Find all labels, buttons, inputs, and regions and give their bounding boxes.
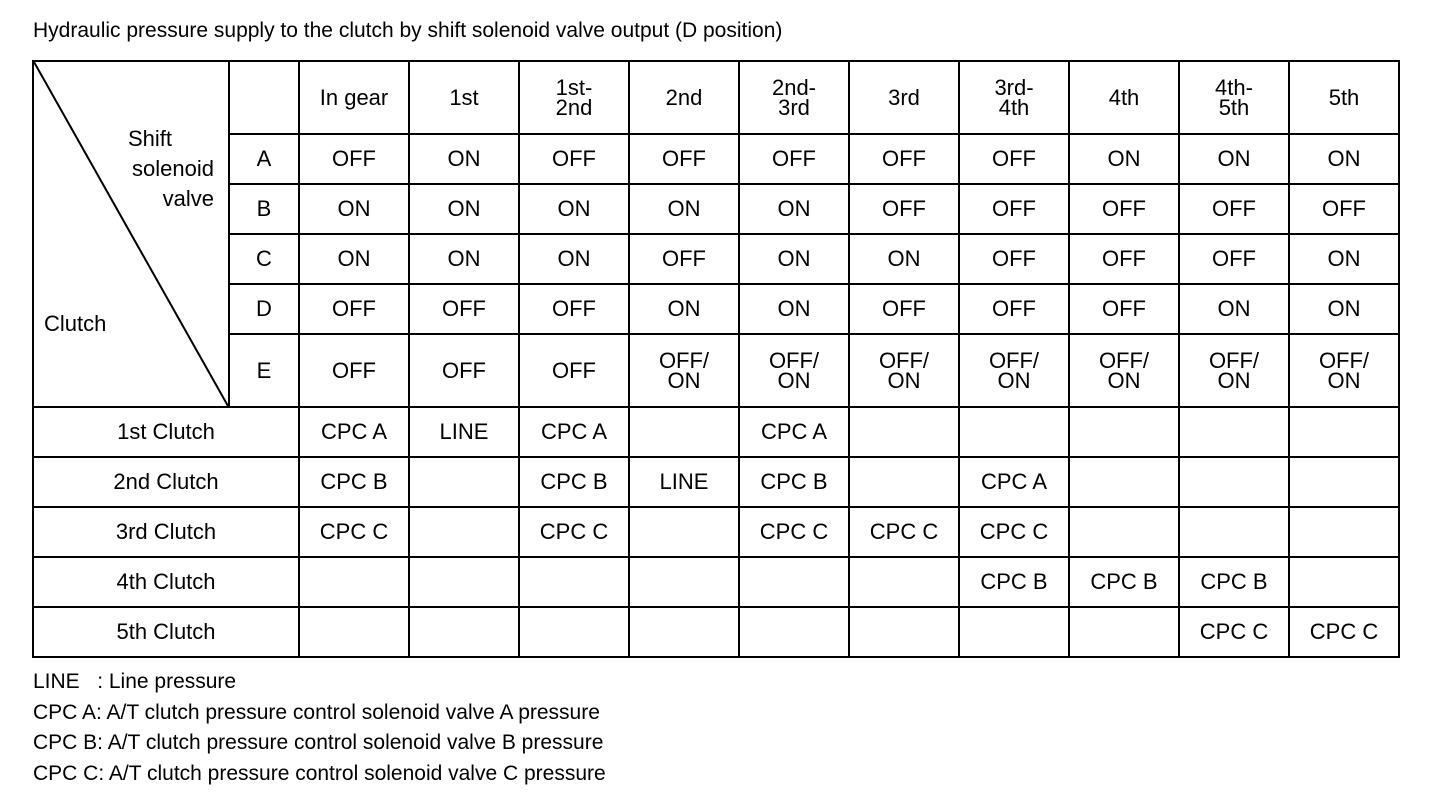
solenoid-state-cell: OFF bbox=[849, 134, 959, 184]
solenoid-valve-label: A bbox=[229, 134, 299, 184]
clutch-pressure-cell bbox=[1069, 507, 1179, 557]
clutch-label: 2nd Clutch bbox=[33, 457, 299, 507]
clutch-pressure-cell bbox=[1289, 557, 1399, 607]
solenoid-state-cell: OFF bbox=[299, 134, 409, 184]
solenoid-state-cell: OFF bbox=[519, 134, 629, 184]
clutch-pressure-cell: CPC C bbox=[1179, 607, 1289, 657]
solenoid-state-cell: OFF bbox=[1179, 184, 1289, 234]
solenoid-valve-label: E bbox=[229, 334, 299, 407]
solenoid-state-cell: ON bbox=[409, 134, 519, 184]
solenoid-state-cell bbox=[1069, 334, 1179, 407]
shift-column-header bbox=[629, 61, 739, 134]
clutch-pressure-cell: CPC B bbox=[959, 557, 1069, 607]
cell-line: 4th bbox=[998, 94, 1030, 120]
clutch-row bbox=[33, 407, 1399, 457]
clutch-pressure-cell: CPC C bbox=[1289, 607, 1399, 657]
shift-column-header bbox=[1289, 61, 1399, 134]
solenoid-state-text: OFF/ ON bbox=[658, 347, 710, 393]
clutch-pressure-cell: CPC C bbox=[849, 507, 959, 557]
solenoid-state-cell: ON bbox=[1289, 134, 1399, 184]
solenoid-row bbox=[33, 134, 1399, 184]
shift-solenoid-valve-line: Shift bbox=[127, 126, 172, 151]
legend bbox=[33, 667, 606, 789]
solenoid-state-cell bbox=[739, 334, 849, 407]
cell-line: 4th bbox=[1108, 84, 1140, 110]
solenoid-state-cell bbox=[1179, 334, 1289, 407]
header-row bbox=[33, 61, 1399, 134]
solenoid-state-text: OFF/ ON bbox=[1208, 347, 1260, 393]
clutch-row bbox=[33, 507, 1399, 557]
solenoid-state-cell: OFF bbox=[409, 284, 519, 334]
clutch-pressure-cell: CPC C bbox=[299, 507, 409, 557]
clutch-pressure-cell bbox=[1179, 407, 1289, 457]
page-title: Hydraulic pressure supply to the clutch by shift solenoid valve output (D position) bbox=[33, 19, 783, 42]
solenoid-state-cell: ON bbox=[1069, 134, 1179, 184]
cell-line: 4th- bbox=[1215, 74, 1253, 100]
solenoid-state-cell: ON bbox=[739, 184, 849, 234]
solenoid-valve-label: B bbox=[229, 184, 299, 234]
clutch-pressure-cell bbox=[299, 557, 409, 607]
clutch-label: 4th Clutch bbox=[33, 557, 299, 607]
solenoid-state-text: OFF/ ON bbox=[1318, 347, 1370, 393]
solenoid-valve-label: C bbox=[229, 234, 299, 284]
clutch-pressure-cell bbox=[739, 557, 849, 607]
clutch-pressure-cell: LINE bbox=[409, 407, 519, 457]
solenoid-state-cell: OFF bbox=[959, 284, 1069, 334]
shift-column-header bbox=[1069, 61, 1179, 134]
clutch-pressure-cell: CPC A bbox=[959, 457, 1069, 507]
solenoid-state-cell: OFF bbox=[959, 184, 1069, 234]
shift-column-header bbox=[1179, 61, 1289, 134]
clutch-pressure-cell: CPC B bbox=[1179, 557, 1289, 607]
clutch-pressure-cell: CPC C bbox=[739, 507, 849, 557]
clutch-pressure-cell: CPC B bbox=[299, 457, 409, 507]
clutch-pressure-cell bbox=[1069, 457, 1179, 507]
solenoid-state-cell: OFF bbox=[299, 284, 409, 334]
clutch-pressure-cell bbox=[959, 607, 1069, 657]
clutch-pressure-cell bbox=[849, 457, 959, 507]
solenoid-valve-label: D bbox=[229, 284, 299, 334]
solenoid-state-cell: ON bbox=[519, 234, 629, 284]
solenoid-state-cell: OFF bbox=[739, 134, 849, 184]
clutch-pressure-cell bbox=[519, 557, 629, 607]
solenoid-state-text: OFF/ ON bbox=[1098, 347, 1150, 393]
clutch-pressure-cell bbox=[629, 607, 739, 657]
solenoid-state-cell: OFF bbox=[629, 134, 739, 184]
cell-line: 5th bbox=[1328, 84, 1360, 110]
clutch-label: 1st Clutch bbox=[33, 407, 299, 457]
solenoid-state-cell bbox=[1289, 334, 1399, 407]
legend-cpc-a: CPC A: A/T clutch pressure control solenoid valve A pressure bbox=[33, 700, 600, 724]
solenoid-state-cell: OFF bbox=[519, 334, 629, 407]
clutch-pressure-cell bbox=[959, 407, 1069, 457]
solenoid-state-text: OFF/ ON bbox=[768, 347, 820, 393]
cell-line: 1st- bbox=[555, 74, 593, 100]
solenoid-state-cell bbox=[629, 334, 739, 407]
solenoid-state-cell: ON bbox=[1179, 134, 1289, 184]
clutch-pressure-cell bbox=[409, 557, 519, 607]
clutch-pressure-cell: LINE bbox=[629, 457, 739, 507]
diagonal-divider bbox=[34, 62, 228, 406]
clutch-pressure-cell bbox=[1069, 607, 1179, 657]
solenoid-state-cell: OFF bbox=[849, 284, 959, 334]
shift-column-header bbox=[959, 61, 1069, 134]
clutch-pressure-cell bbox=[409, 607, 519, 657]
clutch-label: 5th Clutch bbox=[33, 607, 299, 657]
solenoid-state-cell: ON bbox=[299, 234, 409, 284]
shift-solenoid-valve-line: solenoid bbox=[132, 156, 214, 181]
solenoid-state-cell: OFF bbox=[299, 334, 409, 407]
solenoid-row bbox=[33, 334, 1399, 407]
clutch-pressure-cell bbox=[1289, 407, 1399, 457]
solenoid-state-cell: ON bbox=[739, 284, 849, 334]
solenoid-state-cell: OFF bbox=[959, 134, 1069, 184]
solenoid-state-cell: ON bbox=[409, 184, 519, 234]
shift-column-header bbox=[739, 61, 849, 134]
clutch-row bbox=[33, 607, 1399, 657]
solenoid-state-cell: OFF bbox=[1069, 234, 1179, 284]
solenoid-state-cell: OFF bbox=[629, 234, 739, 284]
solenoid-state-cell: ON bbox=[519, 184, 629, 234]
shift-solenoid-valve-label bbox=[128, 124, 214, 214]
clutch-pressure-cell: CPC A bbox=[299, 407, 409, 457]
blank-header-cell bbox=[229, 61, 299, 134]
solenoid-state-cell bbox=[849, 334, 959, 407]
clutch-pressure-cell bbox=[409, 457, 519, 507]
clutch-pressure-cell bbox=[629, 507, 739, 557]
cell-line: In gear bbox=[319, 84, 389, 110]
clutch-pressure-cell: CPC A bbox=[519, 407, 629, 457]
cell-line: 5th bbox=[1218, 94, 1250, 120]
clutch-pressure-cell bbox=[299, 607, 409, 657]
cell-line: 2nd bbox=[665, 84, 703, 110]
solenoid-state-cell bbox=[959, 334, 1069, 407]
solenoid-state-cell: ON bbox=[1289, 234, 1399, 284]
clutch-pressure-cell bbox=[1179, 507, 1289, 557]
solenoid-state-cell: ON bbox=[1179, 284, 1289, 334]
solenoid-state-cell: ON bbox=[629, 284, 739, 334]
clutch-pressure-cell bbox=[1289, 507, 1399, 557]
solenoid-state-text: OFF/ ON bbox=[988, 347, 1040, 393]
clutch-row bbox=[33, 557, 1399, 607]
clutch-pressure-cell bbox=[1289, 457, 1399, 507]
solenoid-state-cell: ON bbox=[629, 184, 739, 234]
clutch-pressure-cell: CPC C bbox=[959, 507, 1069, 557]
clutch-pressure-cell bbox=[849, 407, 959, 457]
solenoid-state-cell: OFF bbox=[1289, 184, 1399, 234]
solenoid-row bbox=[33, 284, 1399, 334]
solenoid-state-cell: OFF bbox=[1069, 184, 1179, 234]
clutch-pressure-cell bbox=[629, 407, 739, 457]
clutch-axis-label: Clutch bbox=[44, 311, 107, 336]
solenoid-state-cell: OFF bbox=[959, 234, 1069, 284]
corner-header bbox=[33, 61, 229, 407]
cell-line: 3rd- bbox=[994, 74, 1034, 100]
clutch-pressure-cell bbox=[849, 557, 959, 607]
clutch-pressure-cell bbox=[1179, 457, 1289, 507]
clutch-pressure-cell: CPC A bbox=[739, 407, 849, 457]
cell-line: 2nd bbox=[555, 94, 593, 120]
solenoid-state-cell: ON bbox=[849, 234, 959, 284]
clutch-pressure-cell: CPC C bbox=[519, 507, 629, 557]
shift-column-header bbox=[849, 61, 959, 134]
clutch-label: 3rd Clutch bbox=[33, 507, 299, 557]
cell-line: 2nd- bbox=[771, 74, 817, 100]
solenoid-state-cell: OFF bbox=[1179, 234, 1289, 284]
legend-cpc-b: CPC B: A/T clutch pressure control solenoid valve B pressure bbox=[33, 731, 604, 754]
clutch-pressure-cell bbox=[739, 607, 849, 657]
solenoid-state-cell: OFF bbox=[849, 184, 959, 234]
clutch-pressure-cell bbox=[629, 557, 739, 607]
clutch-pressure-cell bbox=[519, 607, 629, 657]
clutch-pressure-table bbox=[32, 60, 1400, 658]
shift-column-header bbox=[409, 61, 519, 134]
clutch-row bbox=[33, 457, 1399, 507]
solenoid-state-cell: ON bbox=[409, 234, 519, 284]
legend-line: LINE : Line pressure bbox=[33, 670, 237, 693]
solenoid-row bbox=[33, 234, 1399, 284]
clutch-pressure-cell bbox=[849, 607, 959, 657]
solenoid-state-cell: OFF bbox=[409, 334, 519, 407]
shift-column-header bbox=[519, 61, 629, 134]
legend-cpc-c: CPC C: A/T clutch pressure control solenoid valve C pressure bbox=[33, 761, 606, 785]
cell-line: 1st bbox=[449, 84, 479, 110]
clutch-pressure-cell: CPC B bbox=[519, 457, 629, 507]
clutch-pressure-cell bbox=[409, 507, 519, 557]
cell-line: 3rd bbox=[778, 94, 810, 120]
solenoid-state-cell: ON bbox=[739, 234, 849, 284]
solenoid-state-cell: OFF bbox=[519, 284, 629, 334]
clutch-pressure-cell: CPC B bbox=[739, 457, 849, 507]
shift-solenoid-valve-line: valve bbox=[162, 186, 214, 211]
solenoid-row bbox=[33, 184, 1399, 234]
solenoid-state-cell: ON bbox=[299, 184, 409, 234]
solenoid-state-text: OFF/ ON bbox=[878, 347, 930, 393]
shift-column-header bbox=[299, 61, 409, 134]
clutch-pressure-cell bbox=[1069, 407, 1179, 457]
solenoid-state-cell: OFF bbox=[1069, 284, 1179, 334]
solenoid-state-cell: ON bbox=[1289, 284, 1399, 334]
clutch-pressure-cell: CPC B bbox=[1069, 557, 1179, 607]
cell-line: 3rd bbox=[888, 84, 920, 110]
